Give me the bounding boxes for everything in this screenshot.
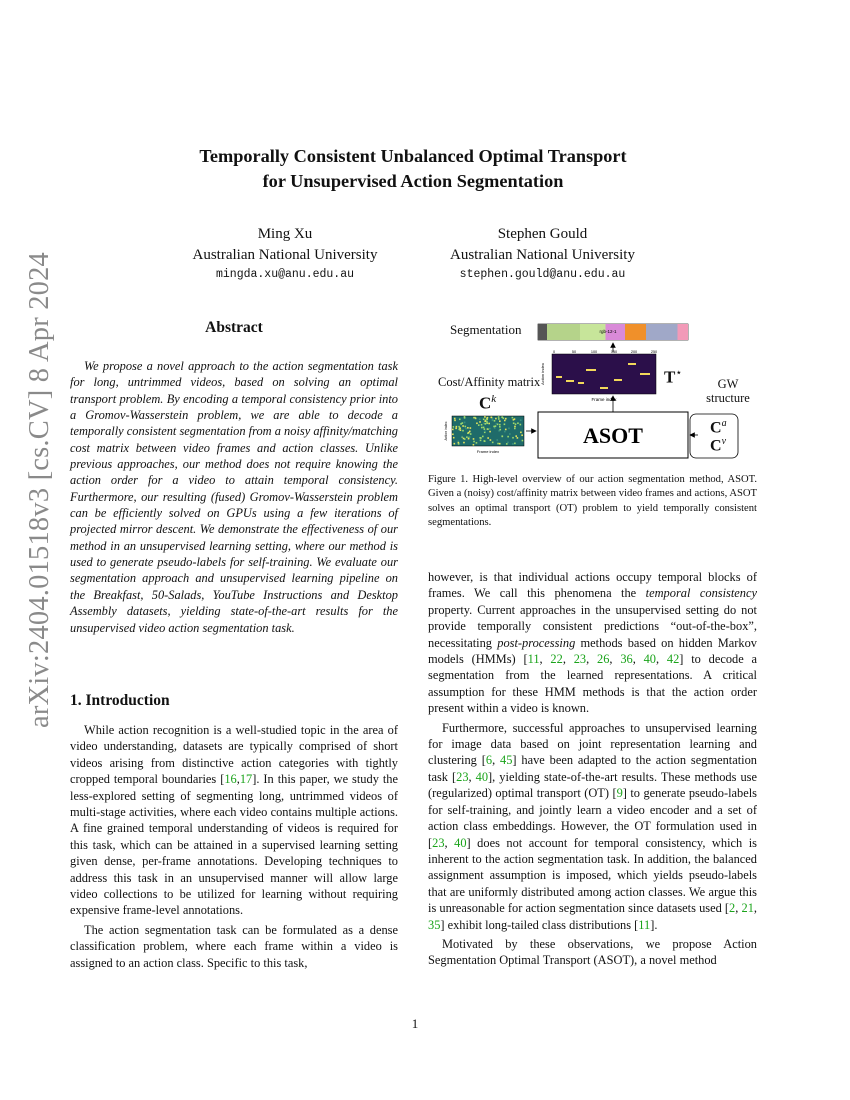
author-email[interactable]: stephen.gould@anu.edu.au — [459, 268, 626, 281]
cost-cell — [486, 422, 488, 424]
cost-cell — [508, 428, 510, 430]
tick-label: 200 — [630, 350, 638, 354]
citation-link[interactable]: 40 — [643, 652, 656, 667]
transport-plot-xlabel: Frame index — [591, 397, 617, 402]
cost-cell — [506, 443, 508, 445]
citation-link[interactable]: 35 — [428, 917, 441, 932]
intro-paragraph: Motivated by these observations, we propose Action Segmentation Optimal Transport (ASOT), a novel method — [428, 936, 757, 968]
cost-cell — [489, 428, 491, 430]
cost-cell — [484, 416, 486, 418]
transport-mark — [566, 380, 574, 382]
cost-cell — [479, 418, 481, 420]
cost-cell — [479, 421, 481, 423]
cost-cell — [470, 433, 472, 435]
cost-cell — [504, 431, 506, 433]
cost-cell — [520, 424, 522, 426]
cost-cell — [453, 437, 455, 439]
cost-cell — [512, 443, 514, 445]
cost-cell — [473, 438, 475, 440]
asot-label: ASOT — [583, 423, 643, 448]
cost-cell — [513, 422, 515, 424]
segmentation-tag: rgb-12-1 — [599, 329, 617, 334]
intro-paragraph: Furthermore, successful approaches to unsupervised learning for image data based on joint representation learning and clustering [6, 45] have been adapted to the action segmentation task [23, 40], yielding state-of-the-art results. These methods use (regularized) optimal transport (OT) [9] to generate pseudo-labels for self-training, and jointly learn a video encoder and a set of action class embeddings. However, the OT formulation used in [23, 40] does not account for temporal consistency, which is inherent to the action segmentation task. In addition, the balanced assignment assumption is imposed, which yields pseudo-labels that are uniformly distributed among action classes. We argue this is unreasonable for action segmentation since datasets used [2, 21, 35] exhibit long-tailed class distributions [11]. — [428, 720, 758, 932]
cost-cell — [474, 417, 476, 419]
author-block-2 — [425, 224, 660, 284]
transport-mark — [628, 363, 636, 365]
cost-cell — [504, 423, 506, 425]
cost-matrix-label: Cost/Affinity matrix — [438, 375, 541, 389]
cost-cell — [520, 419, 522, 421]
cost-cell — [494, 427, 496, 429]
cost-cell — [468, 432, 470, 434]
cost-cell — [520, 432, 522, 434]
cost-cell — [455, 428, 457, 430]
citation-link[interactable]: 11 — [527, 652, 540, 667]
cost-cell — [483, 419, 485, 421]
author-name: Ming Xu — [257, 226, 313, 242]
abstract-heading: Abstract — [205, 319, 263, 336]
cost-cell — [483, 440, 485, 442]
cost-cell — [466, 436, 468, 438]
title-line-2: for Unsupervised Action Segmentation — [262, 171, 564, 191]
cv-symbol: $C^v$ — [710, 436, 727, 455]
arxiv-identifier: arXiv:2404.01518v3 [cs.CV] 8 Apr 2024 — [24, 251, 55, 729]
tick-label: 100 — [590, 350, 598, 354]
cost-cell — [514, 443, 516, 445]
cost-cell — [487, 428, 489, 430]
citation-link[interactable]: 17 — [239, 772, 253, 787]
author-email[interactable]: mingda.xu@anu.edu.au — [215, 268, 355, 281]
cost-cell — [496, 439, 498, 441]
cost-cell — [452, 426, 454, 428]
cost-cell — [517, 437, 519, 439]
cost-cell — [452, 429, 454, 431]
tick-label: 50 — [571, 350, 577, 354]
citation-link[interactable]: 11 — [638, 917, 651, 932]
cost-cell — [470, 427, 472, 429]
segment-block — [547, 324, 580, 340]
cost-cell — [517, 422, 519, 424]
cost-cell — [459, 418, 461, 420]
cost-cell — [512, 437, 514, 439]
cost-cell — [462, 425, 464, 427]
cost-cell — [484, 430, 486, 432]
cost-cell — [514, 428, 516, 430]
cost-cell — [467, 427, 469, 429]
cost-cell — [460, 423, 462, 425]
cost-cell — [515, 423, 517, 425]
citation-link[interactable]: 22 — [550, 652, 563, 667]
segment-block — [625, 324, 646, 340]
cost-cell — [476, 442, 478, 444]
cost-cell — [454, 443, 456, 445]
cost-cell — [507, 436, 509, 438]
tick-label: 0 — [552, 350, 556, 354]
cost-cell — [462, 430, 464, 432]
title-line-1: Temporally Consistent Unbalanced Optimal Transport — [199, 146, 627, 166]
cost-cell — [458, 429, 460, 431]
cost-cell — [481, 424, 483, 426]
cost-cell — [499, 420, 501, 422]
cost-cell — [488, 423, 490, 425]
cost-plot-ylabel: Action index — [444, 421, 448, 441]
cost-cell — [458, 426, 460, 428]
citation-link[interactable]: 6 — [485, 753, 493, 768]
cost-cell — [496, 423, 498, 425]
cost-cell — [505, 429, 507, 431]
citation-link[interactable]: 45 — [500, 753, 513, 768]
cost-cell — [513, 419, 515, 421]
ca-symbol: $C^a$ — [710, 418, 727, 437]
cost-cell — [521, 434, 523, 436]
cost-cell — [452, 433, 454, 435]
citation-link[interactable]: 23 — [432, 835, 445, 850]
transport-mark — [640, 373, 650, 375]
cost-cell — [480, 440, 482, 442]
cost-cell — [493, 426, 495, 428]
citation-link[interactable]: 42 — [666, 652, 680, 667]
page-number: 1 — [411, 1016, 419, 1031]
author-block-1 — [170, 224, 400, 284]
cost-cell — [483, 427, 485, 429]
cost-cell — [492, 419, 494, 421]
cost-cell — [481, 427, 483, 429]
cost-cell — [476, 422, 478, 424]
cost-cell — [458, 443, 460, 445]
transport-mark — [578, 382, 584, 384]
cost-cell — [486, 419, 488, 421]
cost-cell — [463, 442, 465, 444]
segment-block — [678, 324, 689, 340]
cost-cell — [487, 417, 489, 419]
cost-cell — [482, 436, 484, 438]
figure-caption: Figure 1. High-level overview of our action segmentation method, ASOT. Given a (noisy) cost/affinity matrix between video frames and actions, ASOT solves an optimal transport (OT) problem to yield temporally consistent segmentations. — [428, 474, 757, 529]
cost-cell — [487, 437, 489, 439]
segment-block — [538, 324, 547, 340]
intro-column-right — [428, 569, 757, 969]
cost-cell — [468, 438, 470, 440]
citation-link[interactable]: 2 — [729, 901, 736, 916]
cost-cell — [494, 420, 496, 422]
cost-cell — [484, 420, 486, 422]
citation-link[interactable]: 23 — [573, 652, 587, 667]
cost-cell — [492, 442, 494, 444]
transport-mark — [600, 387, 608, 389]
cost-cell — [469, 436, 471, 438]
citation-link[interactable]: 26 — [597, 652, 610, 667]
cost-cell — [498, 418, 500, 420]
cost-cell — [464, 438, 466, 440]
cost-cell — [484, 428, 486, 430]
cost-cell — [499, 424, 501, 426]
cost-cell — [478, 424, 480, 426]
citation-link[interactable]: 9 — [616, 786, 623, 801]
gw-structure-label: GW structure — [706, 377, 750, 405]
intro-paragraph: The action segmentation task can be formulated as a dense classification problem, where each frame within a video is assigned to an action class. Specific to this task, — [70, 922, 398, 970]
cost-plot-xlabel: Frame index — [476, 449, 500, 454]
cost-cell — [509, 433, 511, 435]
cost-cell — [499, 443, 501, 445]
intro-paragraph: While action recognition is a well-studied topic in the area of video understanding, datasets are typically comprised of short videos arising from distinctive action categories with tightly cropped temporal boundaries [16,17]. In this paper, we study the less-explored setting of segmenting long, untrimmed videos of multi-stage activities, where each video contains multiple actions. A fine grained temporal understanding of videos is required for this task, which can be attained in a supervised learning setting given dense, per-frame annotations. Developing techniques to address this task in an unsupervised manner will allow large video collections to be utilized for learning without requiring expensive frame-level annotations. — [70, 723, 398, 918]
citation-link[interactable]: 40 — [475, 769, 489, 784]
cost-cell — [454, 420, 456, 422]
cost-cell — [473, 444, 475, 446]
cost-matrix-symbol: $C^k$ — [479, 393, 497, 413]
cost-cell — [499, 426, 501, 428]
transport-mark — [614, 379, 622, 381]
segmentation-label: Segmentation — [450, 322, 522, 337]
cost-cell — [464, 416, 466, 418]
cost-cell — [486, 421, 488, 423]
cost-cell — [499, 429, 501, 431]
author-affiliation: Australian National University — [450, 247, 635, 263]
cost-cell — [498, 416, 500, 418]
cost-cell — [479, 437, 481, 439]
cost-cell — [501, 435, 503, 437]
cost-cell — [497, 443, 499, 445]
transport-plot-ylabel: Action index — [540, 363, 545, 385]
cost-cell — [465, 428, 467, 430]
transport-plan-symbol: T⋆ — [664, 367, 683, 387]
cost-cell — [507, 442, 509, 444]
cost-cell — [464, 422, 466, 424]
cost-matrix-plot — [444, 416, 524, 454]
author-affiliation: Australian National University — [192, 247, 378, 263]
paper-title — [110, 144, 716, 194]
author-name: Stephen Gould — [497, 226, 588, 242]
cost-cell — [490, 439, 492, 441]
asot-box — [538, 412, 688, 458]
cost-cell — [464, 426, 466, 428]
cost-cell — [514, 426, 516, 428]
cost-cell — [489, 431, 491, 433]
cost-cell — [473, 441, 475, 443]
transport-plan-plot — [540, 350, 657, 402]
cost-cell — [505, 418, 507, 420]
cost-cell — [454, 418, 456, 420]
cost-cell — [485, 423, 487, 425]
cost-cell — [461, 436, 463, 438]
citation-link[interactable]: 16 — [224, 772, 237, 787]
cost-cell — [495, 418, 497, 420]
citation-link[interactable]: 36 — [620, 652, 633, 667]
cost-cell — [515, 435, 517, 437]
abstract-text: We propose a novel approach to the action segmentation task for long, untrimmed videos, based on solving an optimal transport problem. By encoding a temporal consistency prior into a Gromov-Wasserstein problem, we are able to decode a temporally consistent segmentation from a noisy affinity/matching cost matrix between video frames and action classes. Unlike previous approaches, our method does not require knowing the action order for a video to attain temporal consistency. Furthermore, our resulting (fused) Gromov-Wasserstein problem can be efficiently solved on GPUs using a few iterations of projected mirror descent. We demonstrate the effectiveness of our method in an unsupervised learning setting, where our method is used to generate pseudo-labels for self-training. We evaluate our segmentation approach and unsupervised learning pipeline on the Breakfast, 50-Salads, YouTube Instructions and Desktop Assembly datasets, yielding state-of-the-art results for the unsupervised video action segmentation task. — [70, 359, 398, 635]
tick-label: 250 — [650, 350, 658, 354]
cost-cell — [501, 416, 503, 418]
tick-label: 150 — [610, 350, 618, 354]
segment-block — [646, 324, 678, 340]
cost-cell — [504, 420, 506, 422]
cost-cell — [522, 440, 524, 442]
intro-column-left — [70, 722, 398, 971]
transport-mark — [586, 369, 596, 371]
introduction-heading: 1. Introduction — [70, 692, 170, 709]
citation-link[interactable]: 40 — [454, 835, 467, 850]
citation-link[interactable]: 21 — [741, 901, 754, 916]
figure-1 — [428, 316, 760, 466]
cost-cell — [512, 417, 514, 419]
transport-mark — [556, 376, 562, 378]
citation-link[interactable]: 23 — [456, 769, 469, 784]
cost-cell — [490, 416, 492, 418]
cost-cell — [456, 426, 458, 428]
intro-paragraph: however, is that individual actions occupy temporal blocks of frames. We call this phenomena the temporal consistency property. Current approaches in the unsupervised setting do not provide temporally consistent predictions “out-of-the-box”, necessitating post-processing methods based on hidden Markov models (HMMs) [11, 22, 23, 26, 36, 40, 42] to decode a segmentation from the learned representations. A critical assumption for these HMM methods is that the action order present within a video is known. — [428, 570, 758, 716]
